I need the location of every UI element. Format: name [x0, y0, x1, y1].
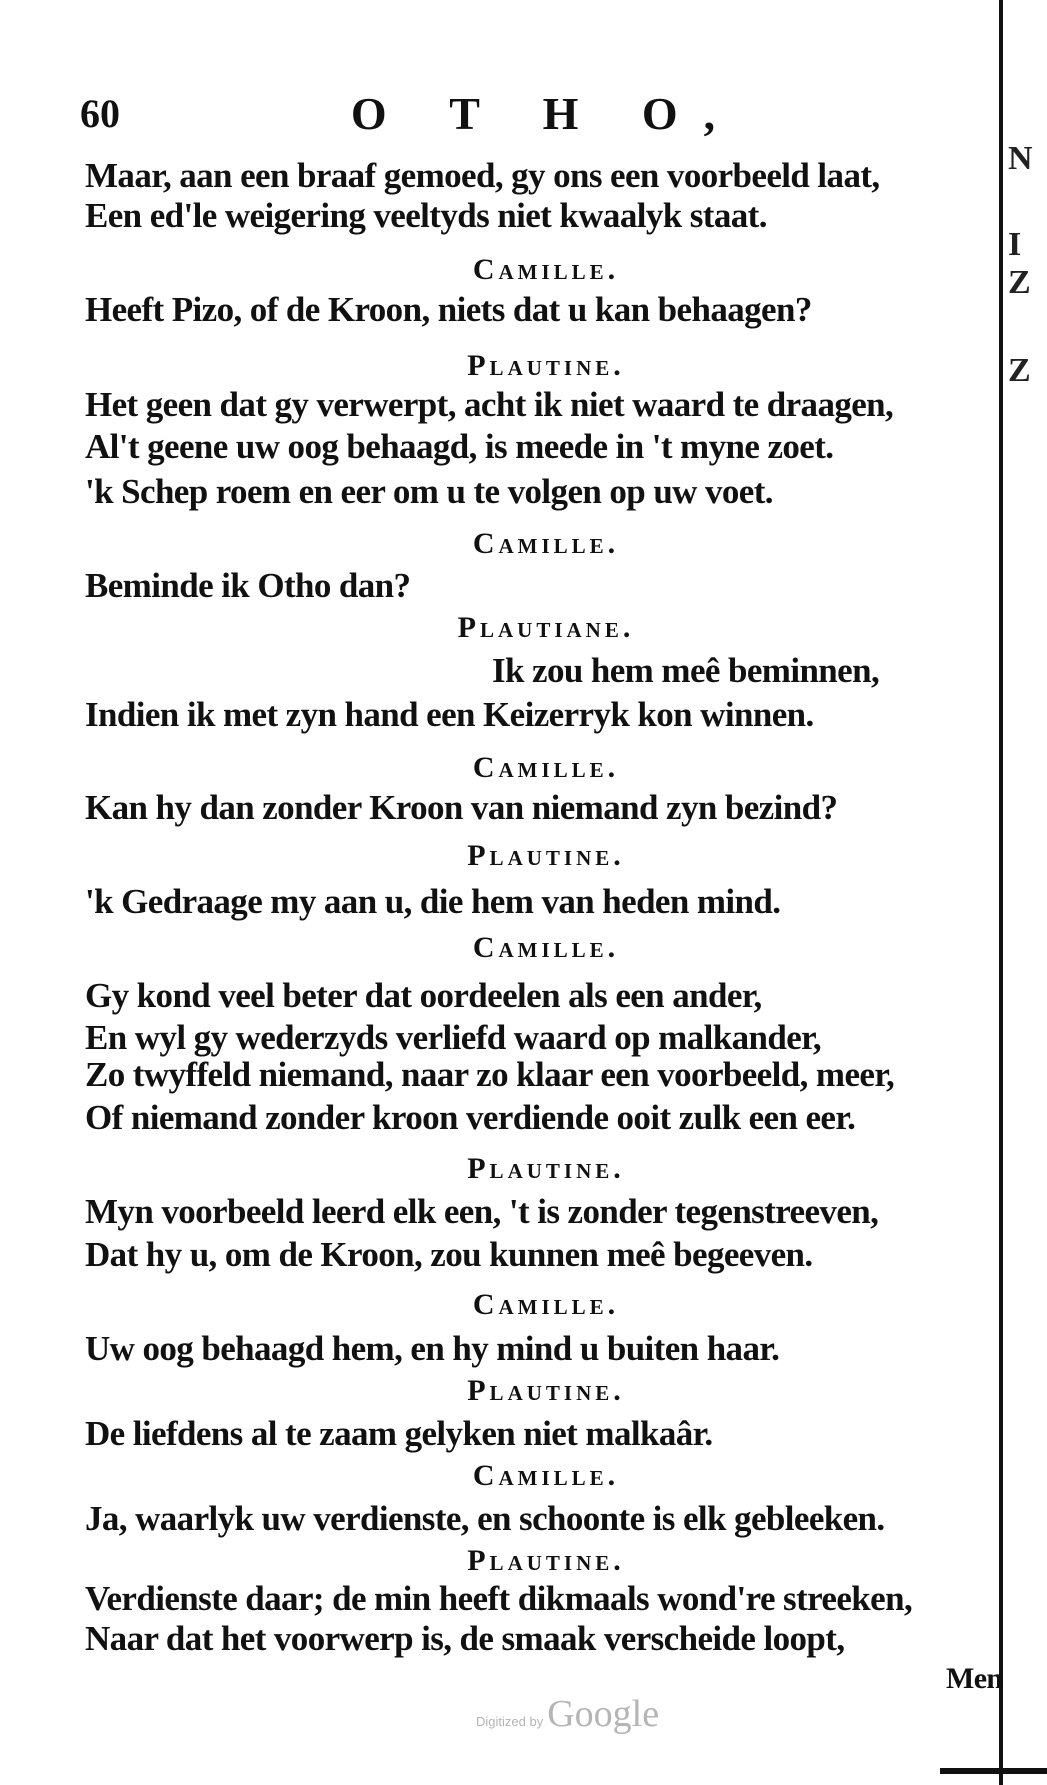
- google-logo: Google: [547, 1693, 660, 1735]
- verse-line: Het geen dat gy verwerpt, acht ik niet waard te draagen,: [85, 385, 894, 424]
- verse-line: Of niemand zonder kroon verdiende ooit zulk een eer.: [85, 1098, 856, 1137]
- verse-line: Maar, aan een braaf gemoed, gy ons een voorbeeld laat,: [85, 156, 880, 195]
- verse-line: En wyl gy wederzyds verliefd waard op malkander,: [85, 1018, 822, 1057]
- speaker-name: Plautine.: [467, 839, 625, 872]
- verse-line: Heeft Pizo, of de Kroon, niets dat u kan behaagen?: [85, 290, 812, 329]
- verse-line: Uw oog behaagd hem, en hy mind u buiten haar.: [85, 1329, 780, 1368]
- page-edge-shadow: [940, 1768, 1047, 1774]
- facing-page-letter: Z: [1008, 352, 1031, 389]
- speaker-name: Plautine.: [467, 1152, 625, 1185]
- speaker-name: Plautiane.: [457, 611, 635, 644]
- speaker-name: Camille.: [472, 527, 620, 560]
- verse-line: Myn voorbeeld leerd elk een, 't is zonder tegenstreeven,: [85, 1192, 879, 1231]
- catchword: Men: [946, 1662, 1003, 1695]
- speaker-name: Plautine.: [467, 1544, 625, 1577]
- verse-line: Al't geene uw oog behaagd, is meede in 't myne zoet.: [85, 427, 834, 466]
- speaker-name: Camille.: [472, 1459, 620, 1492]
- verse-line: Dat hy u, om de Kroon, zou kunnen meê begeeven.: [85, 1235, 813, 1274]
- verse-line: De liefdens al te zaam gelyken niet malkaâr.: [85, 1414, 713, 1453]
- digitized-watermark: [476, 1692, 659, 1736]
- verse-line: Beminde ik Otho dan?: [85, 566, 411, 605]
- verse-line: Indien ik met zyn hand een Keizerryk kon winnen.: [85, 695, 814, 734]
- verse-line: 'k Schep roem en eer om u te volgen op uw voet.: [85, 472, 773, 511]
- verse-line: Ja, waarlyk uw verdienste, en schoonte is elk gebleeken.: [85, 1499, 885, 1538]
- verse-line: Zo twyffeld niemand, naar zo klaar een voorbeeld, meer,: [85, 1055, 895, 1094]
- facing-page-letter: N: [1008, 140, 1033, 177]
- speaker-name: Plautine.: [467, 1374, 625, 1407]
- running-title: O T H O,: [350, 88, 742, 139]
- speaker-name: Camille.: [472, 253, 620, 286]
- verse-line: Kan hy dan zonder Kroon van niemand zyn bezind?: [85, 788, 838, 827]
- verse-line: Een ed'le weigering veeltyds niet kwaalyk staat.: [85, 196, 767, 235]
- speaker-name: Camille.: [472, 1288, 620, 1321]
- speaker-name: Plautine.: [467, 349, 625, 382]
- speaker-name: Camille.: [472, 751, 620, 784]
- verse-line: Verdienste daar; de min heeft dikmaals wond're streeken,: [85, 1579, 913, 1618]
- facing-page-letter: I: [1008, 226, 1022, 263]
- watermark-prefix: Digitized by: [476, 1714, 544, 1729]
- verse-line: Gy kond veel beter dat oordeelen als een ander,: [85, 976, 762, 1015]
- speaker-name: Camille.: [472, 931, 620, 964]
- verse-line: Naar dat het voorwerp is, de smaak verscheide loopt,: [85, 1619, 845, 1658]
- page-number: 60: [80, 91, 120, 136]
- verse-line: 'k Gedraage my aan u, die hem van heden mind.: [85, 882, 781, 921]
- verse-line: Ik zou hem meê beminnen,: [492, 651, 880, 690]
- facing-page-letter: Z: [1008, 264, 1031, 301]
